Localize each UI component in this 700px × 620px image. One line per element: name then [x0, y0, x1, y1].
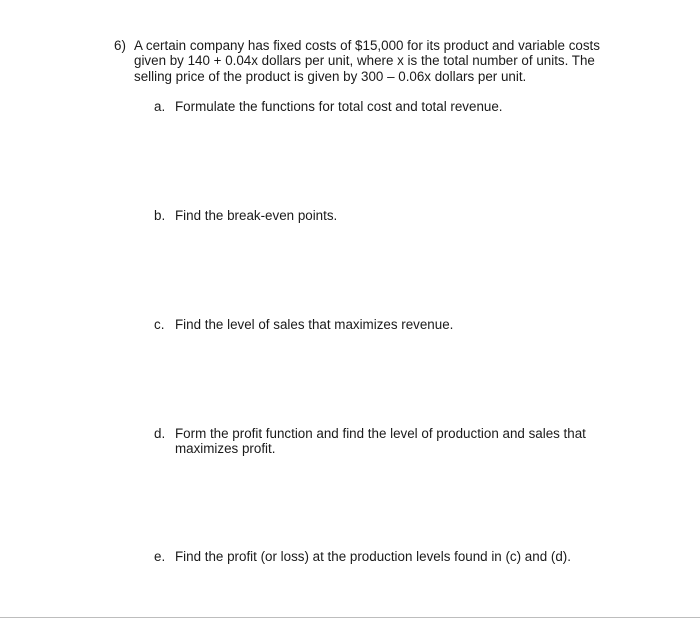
- part-label: a.: [154, 99, 166, 114]
- part-c: [154, 317, 604, 332]
- part-d: [154, 426, 604, 457]
- problem-line: selling price of the product is given by 300 – 0.06x dollars per unit.: [134, 68, 527, 84]
- part-text: [175, 549, 604, 564]
- part-a: [154, 99, 604, 114]
- part-e: [154, 549, 604, 564]
- part-text: [175, 208, 604, 223]
- part-line: Form the profit function and find the level of production and sales that: [175, 426, 586, 441]
- part-label: e.: [154, 549, 166, 564]
- problem-6: [114, 38, 614, 84]
- part-label: b.: [154, 208, 166, 223]
- part-line: Find the profit (or loss) at the production levels found in (c) and (d).: [175, 549, 571, 564]
- problem-line: given by 140 + 0.04x dollars per unit, where x is the total number of units. The: [134, 53, 595, 69]
- problem-statement: [134, 38, 614, 84]
- part-line: Find the level of sales that maximizes revenue.: [175, 317, 454, 332]
- part-line: Formulate the functions for total cost and total revenue.: [175, 99, 503, 114]
- problem-line: A certain company has fixed costs of $15,000 for its product and variable costs: [134, 38, 600, 53]
- part-line: maximizes profit.: [175, 441, 276, 457]
- part-b: [154, 208, 604, 223]
- part-text: [175, 99, 604, 114]
- part-label: c.: [154, 317, 165, 332]
- part-text: [175, 426, 604, 457]
- problem-number: 6): [114, 38, 126, 53]
- part-label: d.: [154, 426, 166, 441]
- part-line: Find the break-even points.: [175, 208, 338, 223]
- part-text: [175, 317, 604, 332]
